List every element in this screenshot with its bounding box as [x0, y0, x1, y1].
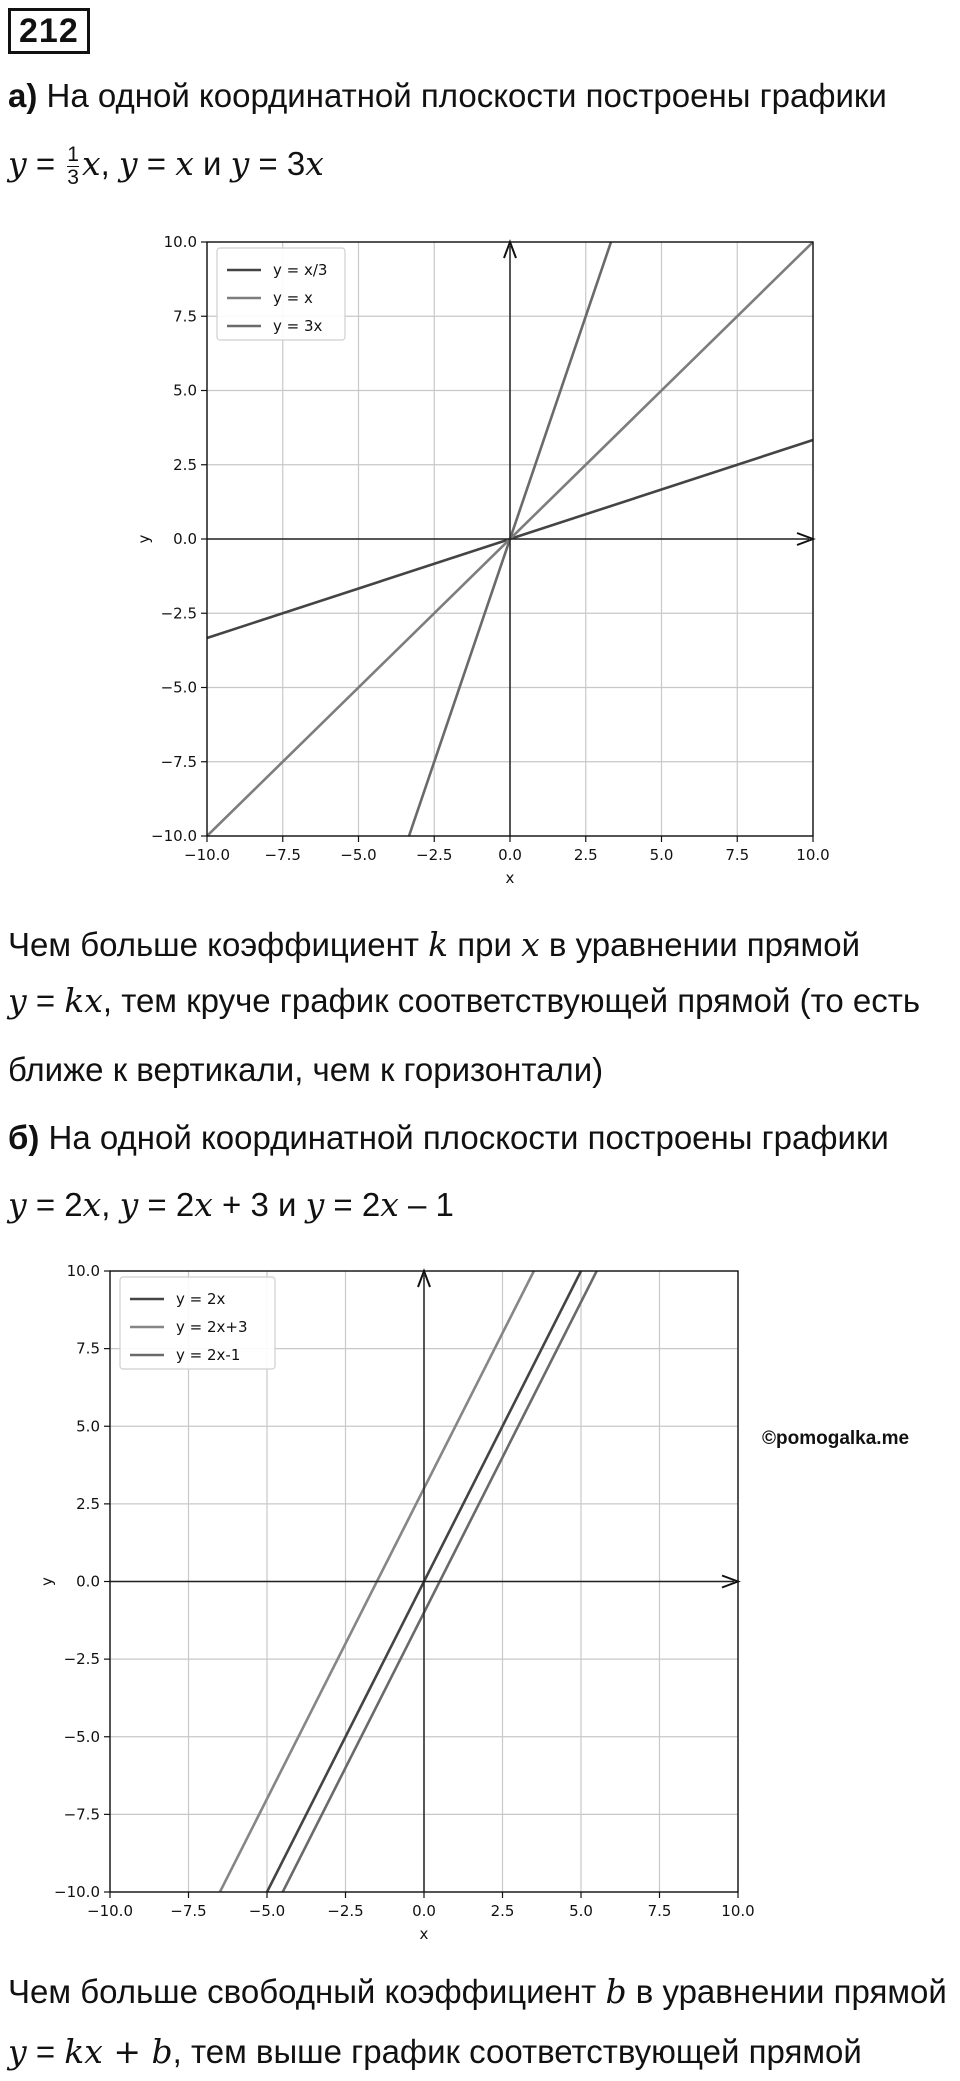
formula-text: и — [193, 145, 231, 183]
conclusion-text: в уравнении прямой — [626, 1973, 947, 2010]
y-tick-label: −7.5 — [63, 1805, 100, 1824]
x-tick-label: 5.0 — [649, 846, 674, 864]
formula-text: = 2 — [138, 1186, 195, 1223]
y-tick-label: −2.5 — [63, 1650, 100, 1669]
x-tick-label: −5.0 — [248, 1902, 286, 1920]
x-tick-label: 7.5 — [725, 846, 750, 864]
formula-var: x — [305, 144, 324, 184]
x-tick-label: 5.0 — [569, 1902, 593, 1920]
part-a-conclusion-line3: ближе к вертикали, чем к горизонтали) — [8, 1051, 604, 1088]
y-tick-label: 0.0 — [76, 1572, 100, 1591]
part-b-formula — [8, 1185, 454, 1225]
part-a-conclusion-line2 — [8, 981, 920, 1021]
formula-var: y — [118, 144, 138, 184]
x-tick-label: −2.5 — [416, 846, 453, 864]
y-tick-label: −10.0 — [151, 827, 197, 845]
y-tick-label: −7.5 — [160, 752, 197, 771]
x-tick-label: 0.0 — [498, 846, 522, 864]
formula-text: = 2 — [26, 1186, 83, 1223]
formula-var: y — [305, 1185, 325, 1224]
formula-var: x — [81, 144, 101, 184]
y-tick-label: 7.5 — [76, 1339, 100, 1358]
chart-part-b — [8, 1257, 755, 1947]
x-tick-label: −2.5 — [327, 1902, 364, 1920]
y-tick-label: −10.0 — [54, 1883, 100, 1901]
formula-var: y — [8, 1185, 27, 1224]
legend-label: y = 2x-1 — [176, 1346, 241, 1364]
conclusion-text: Чем больше свободный коэффициент — [8, 1973, 606, 2010]
legend-label: y = 2x — [176, 1290, 226, 1308]
formula-var: x — [194, 1185, 213, 1224]
x-axis-label: x — [505, 869, 515, 887]
x-tick-label: −7.5 — [170, 1902, 207, 1920]
x-tick-label: 2.5 — [490, 1902, 515, 1920]
part-a-formula — [8, 144, 324, 200]
formula-var: x — [380, 1185, 399, 1224]
x-tick-label: 10.0 — [721, 1902, 755, 1920]
formula-var: y — [230, 144, 250, 184]
formula-text: = — [26, 145, 65, 183]
chart-part-a — [115, 230, 835, 900]
formula-var: kx + b — [64, 2032, 173, 2071]
fraction-denominator: 3 — [67, 166, 79, 189]
conclusion-text: Чем больше коэффициент — [8, 926, 429, 963]
formula-var: b — [605, 1972, 627, 2011]
formula-text: , — [101, 1186, 120, 1223]
legend-label: y = x/3 — [273, 261, 328, 279]
x-axis-label: x — [419, 1925, 429, 1943]
y-tick-label: 10.0 — [66, 1262, 100, 1280]
conclusion-text: в уравнении прямой — [539, 926, 861, 963]
x-tick-label: 2.5 — [573, 846, 598, 864]
formula-var: x — [521, 925, 540, 964]
x-tick-label: 10.0 — [796, 846, 830, 864]
conclusion-text: , тем круче график соответствующей прямой (то есть — [102, 982, 921, 1019]
formula-var: y — [8, 144, 27, 184]
x-tick-label: 0.0 — [412, 1902, 436, 1920]
formula-var: y — [8, 2032, 27, 2071]
formula-var: x — [175, 144, 194, 184]
y-tick-label: 7.5 — [173, 307, 197, 326]
part-b-intro: На одной координатной плоскости построены графики — [39, 1119, 889, 1156]
formula-var: y — [119, 1185, 139, 1224]
formula-text: = 2 — [324, 1186, 381, 1223]
part-b-conclusion-line1 — [8, 1972, 947, 2012]
conclusion-text: = — [26, 982, 65, 1019]
legend-label: y = 3x — [273, 317, 323, 335]
conclusion-text: , тем выше график соответствующей прямой — [172, 2033, 862, 2070]
part-b-heading — [8, 1118, 889, 1158]
y-tick-label: −5.0 — [63, 1727, 100, 1746]
x-tick-label: −10.0 — [87, 1902, 133, 1920]
formula-var: kx — [64, 981, 103, 1020]
x-tick-label: −10.0 — [184, 846, 230, 864]
part-a-heading — [8, 76, 887, 116]
x-tick-label: −7.5 — [264, 846, 301, 864]
watermark: ©pomogalka.me — [762, 1428, 910, 1449]
y-tick-label: 5.0 — [173, 381, 197, 400]
y-axis-label: y — [135, 534, 153, 544]
part-b-conclusion-line2 — [8, 2032, 862, 2072]
formula-var: x — [82, 1185, 102, 1224]
part-a-intro: На одной координатной плоскости построены графики — [37, 77, 887, 114]
formula-text: + 3 и — [212, 1186, 306, 1223]
fraction-one-third — [67, 144, 79, 189]
conclusion-text: = — [26, 2033, 65, 2070]
x-tick-label: 7.5 — [647, 1902, 672, 1920]
y-tick-label: 5.0 — [76, 1417, 100, 1436]
problem-number: 212 — [8, 8, 90, 54]
part-b-label: б) — [8, 1119, 40, 1156]
formula-text: , — [100, 145, 119, 183]
y-axis-label: y — [38, 1577, 56, 1586]
formula-var: y — [8, 981, 27, 1020]
formula-text: – 1 — [398, 1186, 454, 1223]
conclusion-text: при — [448, 926, 522, 963]
legend-label: y = x — [273, 289, 313, 307]
legend-label: y = 2x+3 — [176, 1318, 248, 1336]
formula-text: = — [137, 145, 176, 183]
y-tick-label: −5.0 — [160, 678, 197, 697]
y-tick-label: −2.5 — [160, 604, 197, 623]
part-a-label: а) — [8, 77, 38, 114]
y-tick-label: 2.5 — [173, 455, 197, 474]
y-tick-label: 10.0 — [163, 233, 197, 251]
y-tick-label: 0.0 — [173, 530, 197, 548]
formula-var: k — [428, 925, 449, 964]
formula-text: = 3 — [249, 145, 306, 183]
y-tick-label: 2.5 — [76, 1494, 100, 1513]
x-tick-label: −5.0 — [340, 846, 377, 864]
fraction-numerator: 1 — [67, 143, 79, 166]
part-a-conclusion-line1 — [8, 925, 860, 965]
